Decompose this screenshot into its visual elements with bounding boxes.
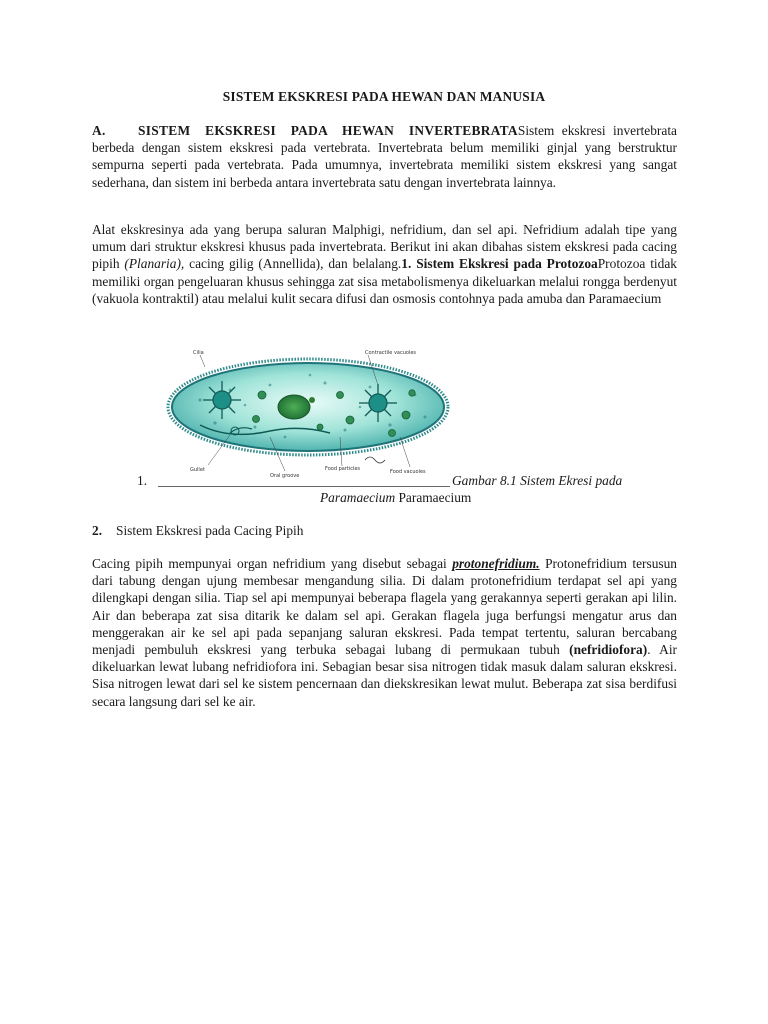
cacing-pipih-paragraph [92, 555, 677, 710]
section-a-number: A. [92, 123, 106, 138]
section-a-heading [92, 123, 518, 138]
para2-text1: Alat ekskresinya ada yang berupa saluran Malphigi, nefridium, dan sel api. Nefridium adalah tipe yang umum dari struktur ekskresi khusus pada invertebrata. Berikut ini akan dibahas sistem ekskresi pada cacing pipih [92, 222, 677, 272]
protonefridium-term: protonefridium. [452, 556, 540, 571]
paramecium-illustration [160, 345, 460, 480]
protozoa-text: Protozoa tidak memiliki organ pengeluaran khusus sehingga zat sisa metabolismenya dikeluarkan melalui rongga berdenyut (vakuola kontraktil) atau melalui kulit secara difusi dan osmosis contohnya pada amuba dan Paramaecium [92, 256, 677, 306]
planaria-italic: (Planaria), [124, 256, 185, 272]
figure-caption-line2 [320, 489, 471, 506]
label-contractile-vacuoles: Contractile vacuoles [365, 350, 417, 356]
subsection-1-number: 1. [401, 256, 412, 272]
section-2-heading [92, 522, 677, 539]
document-title: SISTEM EKSKRESI PADA HEWAN DAN MANUSIA [222, 89, 546, 104]
figure-list-number: 1. [137, 473, 148, 488]
para3-text1: Cacing pipih mempunyai organ nefridium yang disebut sebagai [92, 556, 453, 571]
section-a-heading-text: SISTEM EKSKRESI PADA HEWAN INVERTEBRATA [138, 123, 518, 138]
figure-caption-line1: Gambar 8.1 Sistem Ekresi pada [452, 473, 623, 488]
label-food-particles: Food particles [325, 466, 361, 472]
caption-rest: Paramaecium [395, 490, 472, 505]
section-2-number: 2. [92, 523, 103, 538]
invertebrate-organs-paragraph [92, 221, 677, 307]
label-food-vacuoles: Food vacuoles [390, 469, 426, 475]
figure-underline [158, 486, 450, 487]
para3-text2: Protonefridium tersusun dari tabung dengan ujung membesar mengandung silia. Di dalam protonefridium terdapat sel api yang dilengkapi dengan silia. Tiap sel api mempunyai beberapa flagela yang gerakannya seperti gerakan api lilin. Air dan beberapa zat sisa ditarik ke dalam sel api. Gerakan flagela juga berfungsi mengatur arus dan menggerakan air ke sel api pada sepanjang saluran ekskresi. Pada tempat tertentu, saluran bercabang menjadi pembuluh ekskresi yang terbuka sebagai lubang di permukaan tubuh [92, 556, 677, 658]
label-cilia: Cilia [193, 350, 204, 356]
section-2-heading-text: Sistem Ekskresi pada Cacing Pipih [116, 523, 304, 538]
nefridiofora-term: (nefridiofora) [569, 642, 648, 658]
section-a-paragraph [92, 122, 677, 191]
label-gullet: Gullet [190, 467, 205, 473]
paramecium-figure [160, 345, 460, 480]
section-a-text: Sistem ekskresi invertebrata berbeda dengan sistem ekskresi pada vertebrata. Invertebrata belum memiliki ginjal yang berstruktur sempurna seperti pada vertebrata. Pada umumnya, invertebrata memiliki sistem ekskresi yang sangat sederhana, dan sistem ini berbeda antara invertebrata satu dengan invertebrata lainnya. [92, 123, 677, 190]
protozoa-heading: Sistem Ekskresi pada Protozoa [416, 256, 598, 272]
para2-text2: cacing gilig (Annellida), dan belalang. [184, 256, 402, 272]
label-oral-groove: Oral groove [270, 473, 300, 479]
para3-text3: . Air dikeluarkan lewat lubang nefridiofora ini. Sebagian besar sisa nitrogen tidak masuk dalam saluran ekskresi. Sisa nitrogen lewat dari sel ke sistem pencernaan dan diekskresikan lewat mulut. Beberapa zat sisa berdifusi secara langsung dari sel ke air. [92, 642, 677, 709]
caption-italic-paramaecium: Paramaecium [320, 490, 396, 505]
